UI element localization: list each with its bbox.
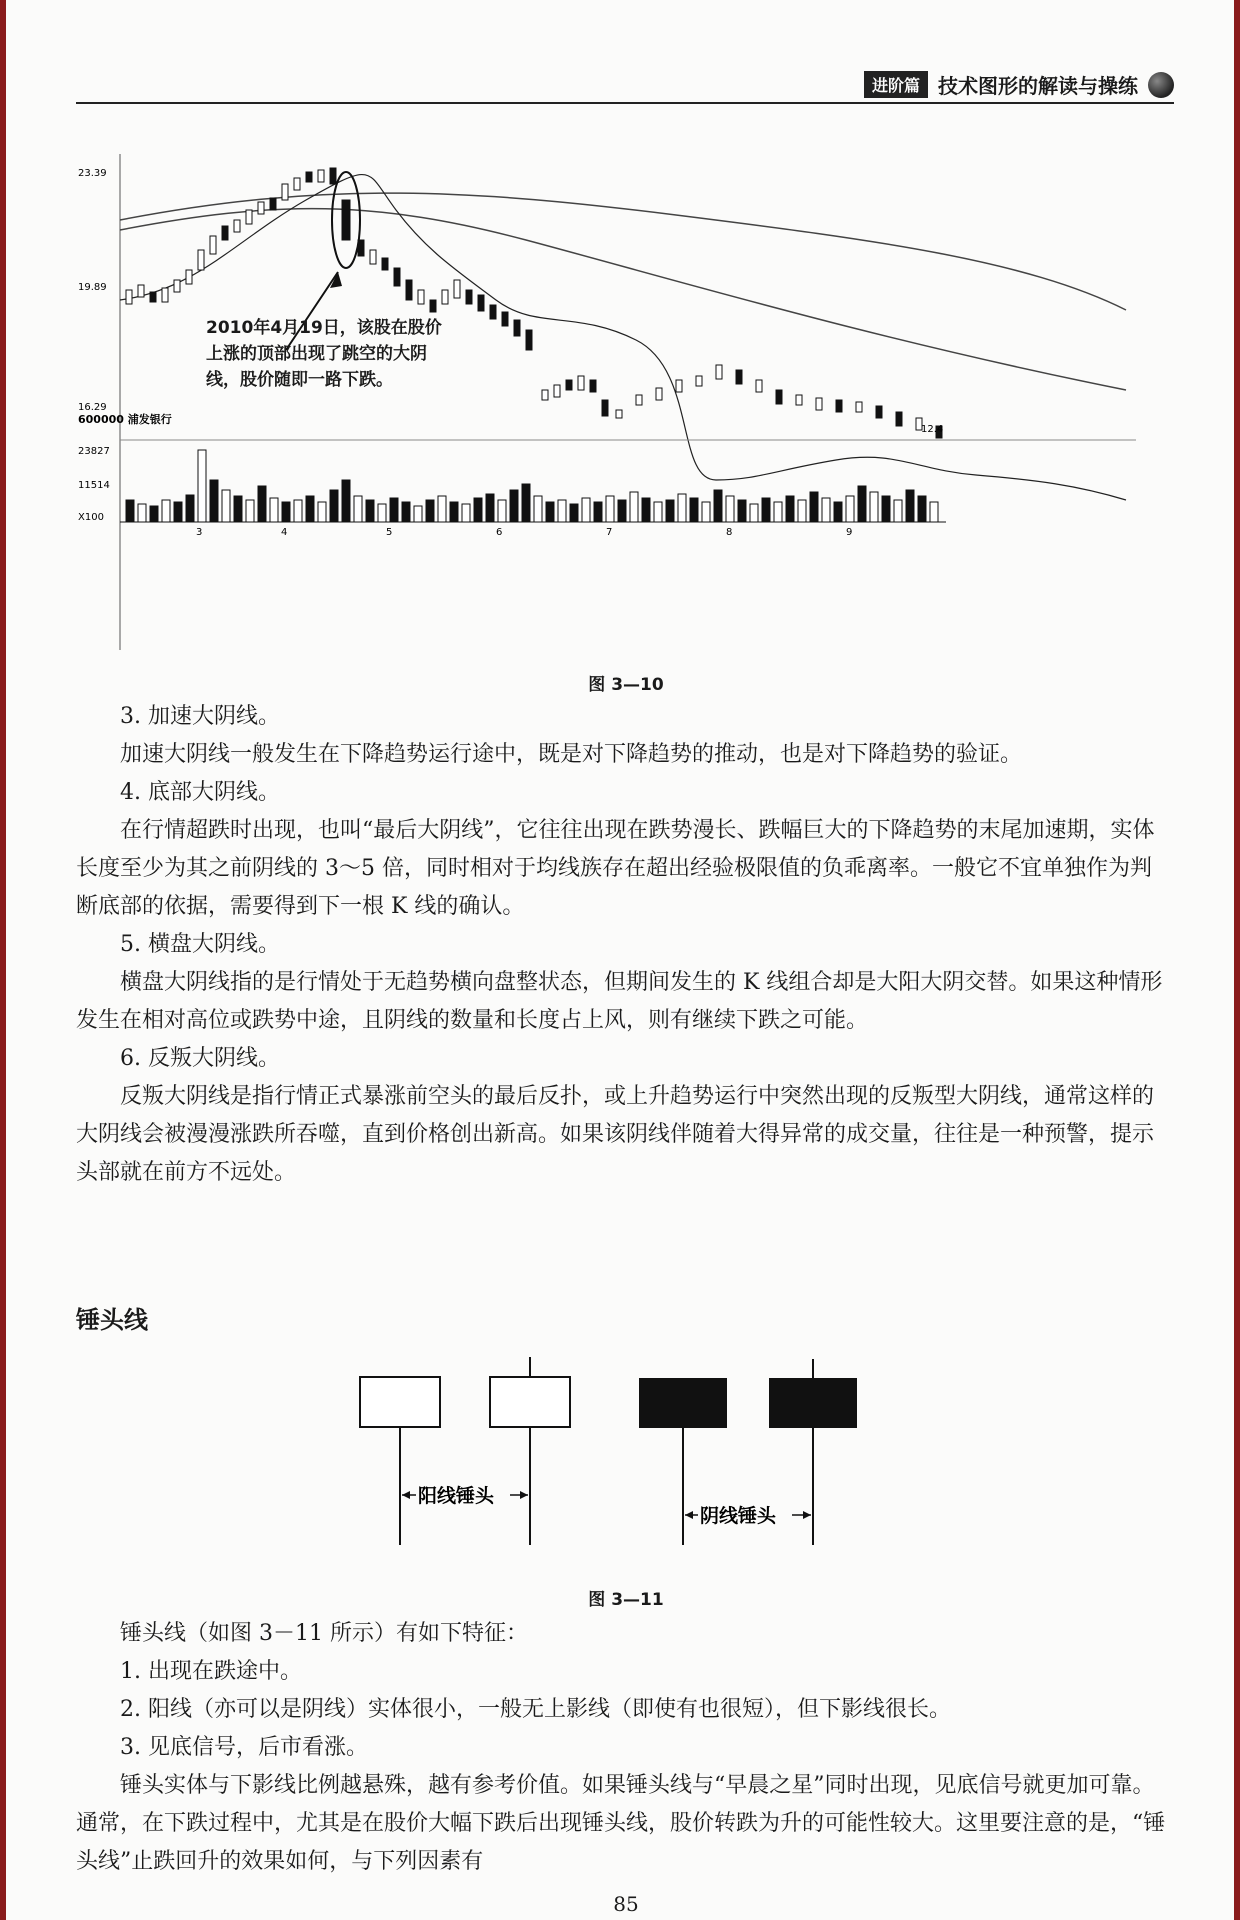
last-price-label: 12.4: [921, 424, 944, 435]
price-label-mid: 19.89: [78, 282, 107, 293]
series-badge: 进阶篇: [864, 71, 928, 98]
section-text-3: 加速大阴线一般发生在下降趋势运行途中，既是对下降趋势的推动，也是对下降趋势的验证。: [120, 742, 1023, 767]
section-text-5: 横盘大阴线指的是行情处于无趋势横向盘整状态，但期间发生的 K 线组合却是大阳大阴交替。如果这种情形发生在相对高位或跌势中途，且阴线的数量和长度占上风，则有继续下跌之可能。: [76, 970, 1163, 1033]
header-rule: [76, 102, 1174, 104]
price-label-top: 23.39: [78, 168, 107, 179]
yin-hammer-label: 阴线锤头: [700, 1505, 777, 1527]
x-label: 4: [281, 527, 288, 538]
book-title: 技术图形的解读与操练: [938, 74, 1138, 98]
section-heading-6: 6. 反叛大阴线。: [120, 1046, 280, 1071]
section-text-6: 反叛大阴线是指行情正式暴涨前空头的最后反扑，或上升趋势运行中突然出现的反叛型大阴线，通常这样的大阴线会被漫漫涨跌所吞噬，直到价格创出新高。如果该阴线伴随着大得异常的成交量，往往是一种预警，提示头部就在前方不远处。: [76, 1084, 1155, 1185]
stock-label: 600000 浦发银行: [78, 413, 172, 426]
hammer-paragraph: 锤头实体与下影线比例越悬殊，越有参考价值。如果锤头线与“早晨之星”同时出现，见底信号就更加可靠。通常，在下跌过程中，尤其是在股价大幅下跌后出现锤头线，股价转跌为升的可能性较大。这里要注意的是，“锤头线”止跌回升的效果如何，与下列因素有: [76, 1773, 1166, 1874]
volume-label-mid: 11514: [78, 480, 110, 491]
x-label: 3: [196, 527, 203, 538]
figure-3-10-caption: 图 3—10: [588, 675, 664, 695]
section-text-4: 在行情超跌时出现，也叫“最后大阴线”，它往往出现在跌势漫长、跌幅巨大的下降趋势的末尾加速期，实体长度至少为其之前阴线的 3～5 倍，同时相对于均线族存在超出经验极限值的负乖离率。一般它不宜单独作为判断底部的依据，需要得到下一根 K 线的确认。: [76, 818, 1155, 919]
running-header: [76, 70, 1174, 104]
hammer-feature-2: 2. 阳线（亦可以是阴线）实体很小，一般无上影线（即使有也很短），但下影线很长。: [120, 1697, 951, 1722]
volume-label-unit: X100: [78, 512, 104, 523]
x-label: 6: [496, 527, 503, 538]
stock-chart-svg: [76, 140, 1156, 660]
chart-annotation: 2010年4月19日，该股在股价上涨的顶部出现了跳空的大阴线，股价随即一路下跌。: [206, 318, 442, 390]
hammer-intro: 锤头线（如图 3－11 所示）有如下特征：: [120, 1621, 528, 1646]
x-label: 8: [726, 527, 733, 538]
body-text-sections: [76, 698, 1166, 1192]
figure-3-11-caption: 图 3—11: [588, 1590, 664, 1610]
globe-icon: [1148, 72, 1174, 98]
section-heading-4: 4. 底部大阴线。: [120, 780, 280, 805]
yang-hammer-label: 阳线锤头: [418, 1485, 495, 1507]
hammer-feature-3: 3. 见底信号，后市看涨。: [120, 1735, 368, 1760]
section-heading-5: 5. 横盘大阴线。: [120, 932, 280, 957]
page-number: 85: [613, 1892, 639, 1916]
hammer-heading: 锤头线: [76, 1306, 148, 1334]
price-label-low: 16.29: [78, 402, 107, 413]
figure-3-10-stock-chart: [76, 140, 1156, 660]
figure-3-11-hammer-diagram: [346, 1345, 886, 1555]
hammer-feature-1: 1. 出现在跌途中。: [120, 1659, 302, 1684]
x-label: 7: [606, 527, 613, 538]
section-heading-3: 3. 加速大阴线。: [120, 704, 280, 729]
hammer-svg: [346, 1345, 886, 1555]
volume-label-top: 23827: [78, 446, 110, 457]
x-label: 9: [846, 527, 853, 538]
x-label: 5: [386, 527, 393, 538]
hammer-text: [76, 1615, 1166, 1881]
